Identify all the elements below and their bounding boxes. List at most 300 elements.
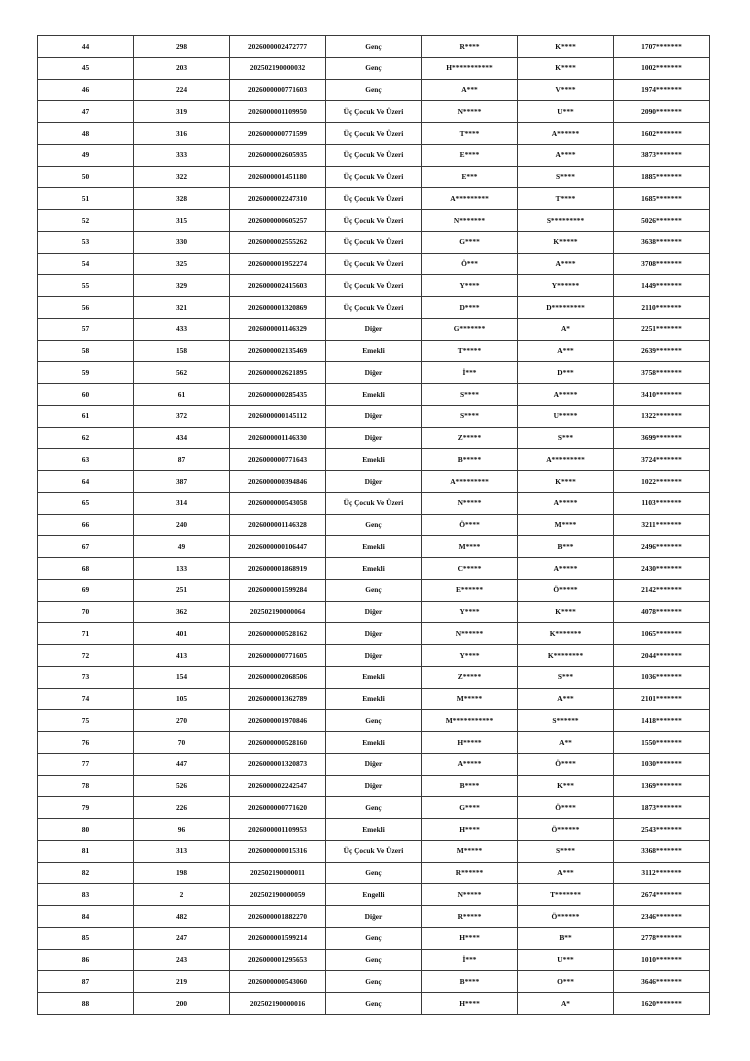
- table-row: [38, 906, 710, 928]
- category-cell: Genç: [326, 862, 422, 884]
- table-row: [38, 492, 710, 514]
- id-number-cell: 3873*******: [614, 144, 710, 166]
- category-cell: Emekli: [326, 384, 422, 406]
- first-name-cell: M*****: [422, 840, 518, 862]
- row-number-cell: 71: [38, 623, 134, 645]
- row-number-cell: 83: [38, 884, 134, 906]
- row-number-cell: 50: [38, 166, 134, 188]
- category-cell: Diğer: [326, 623, 422, 645]
- draw-number-cell: 316: [134, 123, 230, 145]
- draw-number-cell: 270: [134, 710, 230, 732]
- first-name-cell: N*****: [422, 492, 518, 514]
- id-number-cell: 1449*******: [614, 275, 710, 297]
- id-number-cell: 1022*******: [614, 471, 710, 493]
- draw-number-cell: 198: [134, 862, 230, 884]
- last-name-cell: A**: [518, 732, 614, 754]
- last-name-cell: A*****: [518, 492, 614, 514]
- id-number-cell: 2044*******: [614, 645, 710, 667]
- draw-number-cell: 325: [134, 253, 230, 275]
- application-number-cell: 2026000000771603: [230, 79, 326, 101]
- draw-number-cell: 203: [134, 57, 230, 79]
- table-row: [38, 231, 710, 253]
- first-name-cell: A***: [422, 79, 518, 101]
- row-number-cell: 57: [38, 318, 134, 340]
- draw-number-cell: 562: [134, 362, 230, 384]
- last-name-cell: K****: [518, 471, 614, 493]
- category-cell: Genç: [326, 36, 422, 58]
- category-cell: Diğer: [326, 405, 422, 427]
- id-number-cell: 3708*******: [614, 253, 710, 275]
- draw-number-cell: 329: [134, 275, 230, 297]
- first-name-cell: İ***: [422, 362, 518, 384]
- table-row: [38, 210, 710, 232]
- table-row: [38, 927, 710, 949]
- row-number-cell: 68: [38, 558, 134, 580]
- last-name-cell: S***: [518, 427, 614, 449]
- row-number-cell: 62: [38, 427, 134, 449]
- first-name-cell: E******: [422, 579, 518, 601]
- draw-number-cell: 434: [134, 427, 230, 449]
- first-name-cell: A*****: [422, 753, 518, 775]
- category-cell: Üç Çocuk Ve Üzeri: [326, 840, 422, 862]
- draw-number-cell: 330: [134, 231, 230, 253]
- draw-number-cell: 226: [134, 797, 230, 819]
- id-number-cell: 1885*******: [614, 166, 710, 188]
- draw-number-cell: 315: [134, 210, 230, 232]
- table-row: [38, 971, 710, 993]
- last-name-cell: K***: [518, 775, 614, 797]
- row-number-cell: 64: [38, 471, 134, 493]
- row-number-cell: 69: [38, 579, 134, 601]
- row-number-cell: 52: [38, 210, 134, 232]
- last-name-cell: U***: [518, 101, 614, 123]
- id-number-cell: 4078*******: [614, 601, 710, 623]
- last-name-cell: T****: [518, 188, 614, 210]
- first-name-cell: A*********: [422, 471, 518, 493]
- table-row: [38, 318, 710, 340]
- category-cell: Diğer: [326, 645, 422, 667]
- category-cell: Emekli: [326, 688, 422, 710]
- first-name-cell: R****: [422, 36, 518, 58]
- last-name-cell: Y******: [518, 275, 614, 297]
- table-row: [38, 57, 710, 79]
- application-number-cell: 2026000001320873: [230, 753, 326, 775]
- first-name-cell: S****: [422, 384, 518, 406]
- category-cell: Üç Çocuk Ve Üzeri: [326, 188, 422, 210]
- application-number-cell: 2026000002555262: [230, 231, 326, 253]
- first-name-cell: G****: [422, 797, 518, 819]
- last-name-cell: K********: [518, 645, 614, 667]
- first-name-cell: E***: [422, 166, 518, 188]
- first-name-cell: R*****: [422, 906, 518, 928]
- table-row: [38, 275, 710, 297]
- row-number-cell: 58: [38, 340, 134, 362]
- draw-number-cell: 313: [134, 840, 230, 862]
- id-number-cell: 2674*******: [614, 884, 710, 906]
- row-number-cell: 61: [38, 405, 134, 427]
- row-number-cell: 49: [38, 144, 134, 166]
- first-name-cell: C*****: [422, 558, 518, 580]
- application-number-cell: 2026000000145112: [230, 405, 326, 427]
- application-number-cell: 2026000001320869: [230, 297, 326, 319]
- draw-number-cell: 70: [134, 732, 230, 754]
- category-cell: Üç Çocuk Ve Üzeri: [326, 231, 422, 253]
- table-row: [38, 819, 710, 841]
- draw-number-cell: 433: [134, 318, 230, 340]
- first-name-cell: Z*****: [422, 666, 518, 688]
- draw-number-cell: 328: [134, 188, 230, 210]
- id-number-cell: 2543*******: [614, 819, 710, 841]
- first-name-cell: H*****: [422, 732, 518, 754]
- first-name-cell: N*****: [422, 884, 518, 906]
- category-cell: Genç: [326, 79, 422, 101]
- last-name-cell: B***: [518, 536, 614, 558]
- id-number-cell: 1010*******: [614, 949, 710, 971]
- application-number-cell: 202502190000032: [230, 57, 326, 79]
- application-number-cell: 2026000000528160: [230, 732, 326, 754]
- row-number-cell: 48: [38, 123, 134, 145]
- draw-number-cell: 482: [134, 906, 230, 928]
- id-number-cell: 3699*******: [614, 427, 710, 449]
- id-number-cell: 2639*******: [614, 340, 710, 362]
- table-row: [38, 862, 710, 884]
- category-cell: Üç Çocuk Ve Üzeri: [326, 166, 422, 188]
- draw-number-cell: 447: [134, 753, 230, 775]
- category-cell: Diğer: [326, 775, 422, 797]
- row-number-cell: 85: [38, 927, 134, 949]
- id-number-cell: 3211*******: [614, 514, 710, 536]
- application-number-cell: 2026000000771643: [230, 449, 326, 471]
- row-number-cell: 46: [38, 79, 134, 101]
- row-number-cell: 60: [38, 384, 134, 406]
- row-number-cell: 78: [38, 775, 134, 797]
- first-name-cell: M*****: [422, 688, 518, 710]
- category-cell: Diğer: [326, 906, 422, 928]
- first-name-cell: R******: [422, 862, 518, 884]
- category-cell: Emekli: [326, 449, 422, 471]
- category-cell: Genç: [326, 927, 422, 949]
- draw-number-cell: 413: [134, 645, 230, 667]
- last-name-cell: S*********: [518, 210, 614, 232]
- category-cell: Emekli: [326, 340, 422, 362]
- row-number-cell: 86: [38, 949, 134, 971]
- id-number-cell: 1550*******: [614, 732, 710, 754]
- id-number-cell: 2430*******: [614, 558, 710, 580]
- first-name-cell: N******: [422, 623, 518, 645]
- table-row: [38, 884, 710, 906]
- application-number-cell: 2026000000543060: [230, 971, 326, 993]
- first-name-cell: T****: [422, 123, 518, 145]
- row-number-cell: 55: [38, 275, 134, 297]
- category-cell: Diğer: [326, 318, 422, 340]
- row-number-cell: 66: [38, 514, 134, 536]
- draw-number-cell: 87: [134, 449, 230, 471]
- draw-number-cell: 133: [134, 558, 230, 580]
- draw-number-cell: 240: [134, 514, 230, 536]
- application-number-cell: 202502190000064: [230, 601, 326, 623]
- draw-number-cell: 219: [134, 971, 230, 993]
- row-number-cell: 76: [38, 732, 134, 754]
- table-row: [38, 405, 710, 427]
- draw-number-cell: 321: [134, 297, 230, 319]
- table-row: [38, 297, 710, 319]
- first-name-cell: N*******: [422, 210, 518, 232]
- table-row: [38, 558, 710, 580]
- table-row: [38, 144, 710, 166]
- application-number-cell: 2026000001451180: [230, 166, 326, 188]
- id-number-cell: 1030*******: [614, 753, 710, 775]
- last-name-cell: Ö******: [518, 906, 614, 928]
- application-number-cell: 2026000000106447: [230, 536, 326, 558]
- last-name-cell: A*****: [518, 558, 614, 580]
- id-number-cell: 1620*******: [614, 993, 710, 1015]
- table-row: [38, 471, 710, 493]
- row-number-cell: 54: [38, 253, 134, 275]
- application-number-cell: 2026000001868919: [230, 558, 326, 580]
- application-number-cell: 2026000000771605: [230, 645, 326, 667]
- application-number-cell: 2026000002472777: [230, 36, 326, 58]
- last-name-cell: A*: [518, 318, 614, 340]
- id-number-cell: 1103*******: [614, 492, 710, 514]
- application-number-cell: 2026000002068506: [230, 666, 326, 688]
- last-name-cell: Ö******: [518, 819, 614, 841]
- application-number-cell: 2026000000543058: [230, 492, 326, 514]
- id-number-cell: 2346*******: [614, 906, 710, 928]
- first-name-cell: H****: [422, 927, 518, 949]
- category-cell: Genç: [326, 57, 422, 79]
- table-row: [38, 840, 710, 862]
- row-number-cell: 73: [38, 666, 134, 688]
- row-number-cell: 44: [38, 36, 134, 58]
- application-number-cell: 2026000001109950: [230, 101, 326, 123]
- table-row: [38, 797, 710, 819]
- row-number-cell: 51: [38, 188, 134, 210]
- table-row: [38, 340, 710, 362]
- row-number-cell: 63: [38, 449, 134, 471]
- category-cell: Genç: [326, 971, 422, 993]
- id-number-cell: 2101*******: [614, 688, 710, 710]
- row-number-cell: 72: [38, 645, 134, 667]
- draw-number-cell: 322: [134, 166, 230, 188]
- table-row: [38, 362, 710, 384]
- last-name-cell: V****: [518, 79, 614, 101]
- last-name-cell: T*******: [518, 884, 614, 906]
- last-name-cell: A****: [518, 253, 614, 275]
- first-name-cell: H***********: [422, 57, 518, 79]
- row-number-cell: 47: [38, 101, 134, 123]
- table-row: [38, 710, 710, 732]
- row-number-cell: 77: [38, 753, 134, 775]
- id-number-cell: 1602*******: [614, 123, 710, 145]
- first-name-cell: A*********: [422, 188, 518, 210]
- draw-number-cell: 154: [134, 666, 230, 688]
- draw-number-cell: 362: [134, 601, 230, 623]
- id-number-cell: 1369*******: [614, 775, 710, 797]
- table-row: [38, 123, 710, 145]
- category-cell: Üç Çocuk Ve Üzeri: [326, 144, 422, 166]
- row-number-cell: 65: [38, 492, 134, 514]
- first-name-cell: B*****: [422, 449, 518, 471]
- application-number-cell: 202502190000011: [230, 862, 326, 884]
- table-row: [38, 536, 710, 558]
- last-name-cell: D*********: [518, 297, 614, 319]
- application-number-cell: 2026000001295653: [230, 949, 326, 971]
- row-number-cell: 79: [38, 797, 134, 819]
- draw-number-cell: 387: [134, 471, 230, 493]
- first-name-cell: M***********: [422, 710, 518, 732]
- table-row: [38, 949, 710, 971]
- application-number-cell: 2026000002135469: [230, 340, 326, 362]
- category-cell: Emekli: [326, 732, 422, 754]
- last-name-cell: K****: [518, 601, 614, 623]
- application-number-cell: 2026000001882270: [230, 906, 326, 928]
- id-number-cell: 1685*******: [614, 188, 710, 210]
- application-number-cell: 2026000001599284: [230, 579, 326, 601]
- row-number-cell: 70: [38, 601, 134, 623]
- category-cell: Genç: [326, 514, 422, 536]
- category-cell: Üç Çocuk Ve Üzeri: [326, 297, 422, 319]
- table-row: [38, 601, 710, 623]
- draw-number-cell: 200: [134, 993, 230, 1015]
- application-number-cell: 2026000000285435: [230, 384, 326, 406]
- application-number-cell: 2026000000394846: [230, 471, 326, 493]
- last-name-cell: S****: [518, 840, 614, 862]
- table-row: [38, 427, 710, 449]
- table-row: [38, 775, 710, 797]
- table-row: [38, 166, 710, 188]
- first-name-cell: G*******: [422, 318, 518, 340]
- application-number-cell: 2026000002621895: [230, 362, 326, 384]
- table-row: [38, 79, 710, 101]
- first-name-cell: İ***: [422, 949, 518, 971]
- table-row: [38, 732, 710, 754]
- draw-number-cell: 314: [134, 492, 230, 514]
- draw-number-cell: 2: [134, 884, 230, 906]
- row-number-cell: 45: [38, 57, 134, 79]
- row-number-cell: 82: [38, 862, 134, 884]
- table-row: [38, 101, 710, 123]
- application-number-cell: 2026000001599214: [230, 927, 326, 949]
- draw-number-cell: 251: [134, 579, 230, 601]
- first-name-cell: Y****: [422, 275, 518, 297]
- application-number-cell: 2026000000771620: [230, 797, 326, 819]
- table-row: [38, 753, 710, 775]
- id-number-cell: 3646*******: [614, 971, 710, 993]
- last-name-cell: O***: [518, 971, 614, 993]
- table-row: [38, 645, 710, 667]
- first-name-cell: T*****: [422, 340, 518, 362]
- id-number-cell: 1036*******: [614, 666, 710, 688]
- application-number-cell: 2026000002247310: [230, 188, 326, 210]
- last-name-cell: M****: [518, 514, 614, 536]
- first-name-cell: B****: [422, 775, 518, 797]
- last-name-cell: Ö*****: [518, 579, 614, 601]
- first-name-cell: Ö****: [422, 514, 518, 536]
- last-name-cell: A****: [518, 144, 614, 166]
- table-row: [38, 384, 710, 406]
- category-cell: Üç Çocuk Ve Üzeri: [326, 275, 422, 297]
- last-name-cell: A*********: [518, 449, 614, 471]
- draw-number-cell: 61: [134, 384, 230, 406]
- application-number-cell: 2026000001146328: [230, 514, 326, 536]
- id-number-cell: 1873*******: [614, 797, 710, 819]
- id-number-cell: 2778*******: [614, 927, 710, 949]
- first-name-cell: N*****: [422, 101, 518, 123]
- category-cell: Üç Çocuk Ve Üzeri: [326, 123, 422, 145]
- last-name-cell: S****: [518, 166, 614, 188]
- last-name-cell: A*****: [518, 384, 614, 406]
- category-cell: Üç Çocuk Ve Üzeri: [326, 101, 422, 123]
- results-table: [37, 35, 710, 1015]
- table-row: [38, 449, 710, 471]
- application-number-cell: 2026000002415603: [230, 275, 326, 297]
- category-cell: Emekli: [326, 558, 422, 580]
- last-name-cell: D***: [518, 362, 614, 384]
- category-cell: Üç Çocuk Ve Üzeri: [326, 210, 422, 232]
- row-number-cell: 53: [38, 231, 134, 253]
- last-name-cell: A******: [518, 123, 614, 145]
- first-name-cell: Ö***: [422, 253, 518, 275]
- draw-number-cell: 298: [134, 36, 230, 58]
- last-name-cell: K*******: [518, 623, 614, 645]
- last-name-cell: Ö****: [518, 797, 614, 819]
- last-name-cell: B**: [518, 927, 614, 949]
- category-cell: Genç: [326, 710, 422, 732]
- id-number-cell: 1707*******: [614, 36, 710, 58]
- last-name-cell: K****: [518, 36, 614, 58]
- application-number-cell: 2026000000015316: [230, 840, 326, 862]
- category-cell: Diğer: [326, 601, 422, 623]
- category-cell: Emekli: [326, 819, 422, 841]
- id-number-cell: 3368*******: [614, 840, 710, 862]
- draw-number-cell: 401: [134, 623, 230, 645]
- application-number-cell: 202502190000059: [230, 884, 326, 906]
- last-name-cell: S******: [518, 710, 614, 732]
- id-number-cell: 1974*******: [614, 79, 710, 101]
- category-cell: Emekli: [326, 666, 422, 688]
- id-number-cell: 1002*******: [614, 57, 710, 79]
- row-number-cell: 81: [38, 840, 134, 862]
- draw-number-cell: 96: [134, 819, 230, 841]
- id-number-cell: 2110*******: [614, 297, 710, 319]
- application-number-cell: 202502190000016: [230, 993, 326, 1015]
- draw-number-cell: 526: [134, 775, 230, 797]
- table-row: [38, 514, 710, 536]
- last-name-cell: U***: [518, 949, 614, 971]
- id-number-cell: 3638*******: [614, 231, 710, 253]
- last-name-cell: Ö****: [518, 753, 614, 775]
- id-number-cell: 1418*******: [614, 710, 710, 732]
- application-number-cell: 2026000000528162: [230, 623, 326, 645]
- first-name-cell: B****: [422, 971, 518, 993]
- results-table-body: [38, 36, 710, 1015]
- id-number-cell: 2142*******: [614, 579, 710, 601]
- draw-number-cell: 158: [134, 340, 230, 362]
- row-number-cell: 84: [38, 906, 134, 928]
- last-name-cell: A***: [518, 688, 614, 710]
- category-cell: Genç: [326, 579, 422, 601]
- first-name-cell: H****: [422, 819, 518, 841]
- category-cell: Diğer: [326, 753, 422, 775]
- application-number-cell: 2026000000771599: [230, 123, 326, 145]
- row-number-cell: 59: [38, 362, 134, 384]
- last-name-cell: K*****: [518, 231, 614, 253]
- first-name-cell: S****: [422, 405, 518, 427]
- draw-number-cell: 333: [134, 144, 230, 166]
- id-number-cell: 1322*******: [614, 405, 710, 427]
- table-row: [38, 188, 710, 210]
- table-row: [38, 688, 710, 710]
